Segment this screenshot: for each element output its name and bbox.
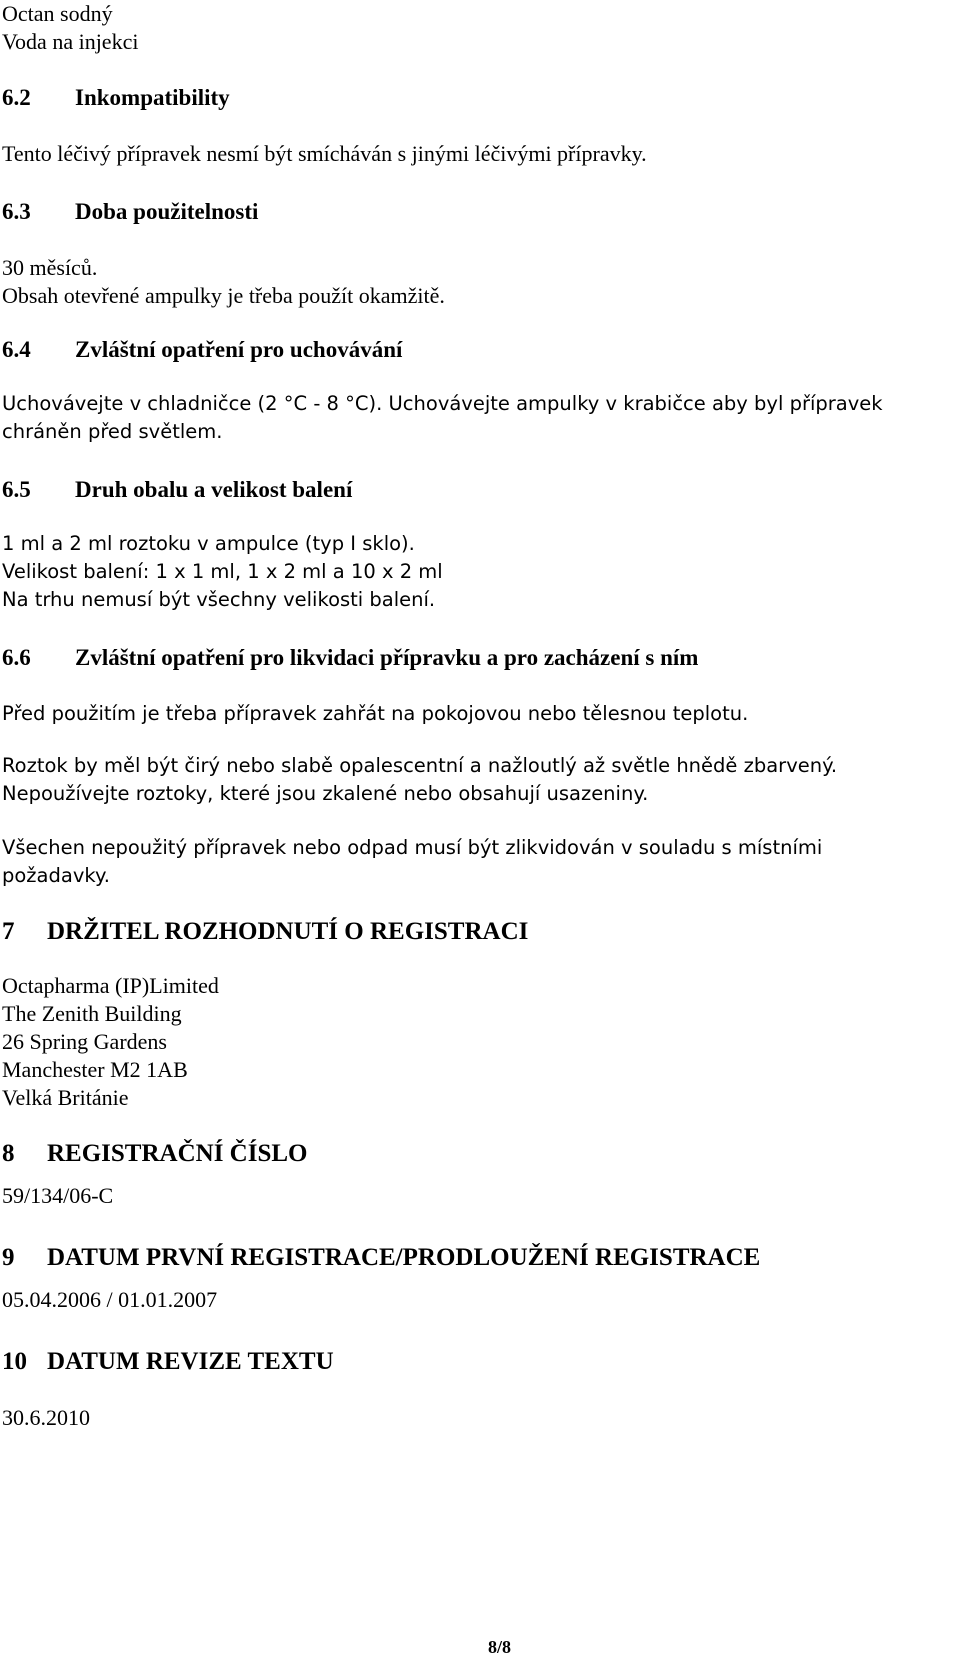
section-9-heading xyxy=(2,1244,760,1272)
disposal-line-5: požadavky. xyxy=(2,864,110,887)
section-6-4-heading xyxy=(2,336,402,364)
section-6-2-heading xyxy=(2,84,230,112)
text-line-water-for-injection: Voda na injekci xyxy=(2,29,139,54)
disposal-line-4: Všechen nepoužitý přípravek nebo odpad musí být zlikvidován v souladu s místními xyxy=(2,836,823,859)
section-8-heading xyxy=(2,1140,308,1168)
revision-date: 30.6.2010 xyxy=(2,1405,90,1430)
section-7-heading xyxy=(2,918,528,946)
section-10-heading xyxy=(2,1348,334,1376)
section-title: Zvláštní opatření pro likvidaci přípravku a pro zacházení s ním xyxy=(75,645,699,670)
section-title: Zvláštní opatření pro uchovávání xyxy=(75,337,403,362)
disposal-line-3: Nepoužívejte roztoky, které jsou zkalené nebo obsahují usazeniny. xyxy=(2,782,649,805)
section-number: 6.5 xyxy=(2,477,31,502)
storage-line-1: Uchovávejte v chladničce (2 °C - 8 °C). Uchovávejte ampulky v krabičce aby byl přípravek xyxy=(2,392,883,415)
pack-availability-line: Na trhu nemusí být všechny velikosti balení. xyxy=(2,588,436,611)
section-number: 8 xyxy=(2,1140,15,1167)
section-number: 6.4 xyxy=(2,337,31,362)
section-title: DATUM REVIZE TEXTU xyxy=(47,1348,334,1375)
section-6-2-text: Tento léčivý přípravek nesmí být smícháván s jinými léčivými přípravky. xyxy=(2,141,647,166)
section-6-3-heading xyxy=(2,198,258,226)
section-number: 9 xyxy=(2,1244,15,1271)
section-title: DRŽITEL ROZHODNUTÍ O REGISTRACI xyxy=(47,918,529,945)
section-6-6-heading xyxy=(2,644,698,672)
section-number: 6.3 xyxy=(2,199,31,224)
pack-size-line: Velikost balení: 1 x 1 ml, 1 x 2 ml a 10 x 2 ml xyxy=(2,560,443,583)
holder-line-3: 26 Spring Gardens xyxy=(2,1029,167,1054)
shelf-life-line: 30 měsíců. xyxy=(2,255,98,280)
disposal-line-2: Roztok by měl být čirý nebo slabě opalescentní a nažloutlý až světle hnědě zbarvený. xyxy=(2,754,838,777)
section-6-5-heading xyxy=(2,476,352,504)
disposal-line-1: Před použitím je třeba přípravek zahřát na pokojovou nebo tělesnou teplotu. xyxy=(2,702,749,725)
section-title: Inkompatibility xyxy=(75,85,230,110)
text-line-sodium-octanoate: Octan sodný xyxy=(2,1,113,26)
page-number: 8/8 xyxy=(488,1637,512,1657)
section-title: Druh obalu a velikost balení xyxy=(75,477,353,502)
section-title: Doba použitelnosti xyxy=(75,199,259,224)
section-number: 6.2 xyxy=(2,85,31,110)
section-number: 6.6 xyxy=(2,645,31,670)
holder-line-2: The Zenith Building xyxy=(2,1001,182,1026)
opened-ampoule-line: Obsah otevřené ampulky je třeba použít okamžitě. xyxy=(2,283,445,308)
section-number: 7 xyxy=(2,918,15,945)
registration-dates: 05.04.2006 / 01.01.2007 xyxy=(2,1287,218,1312)
section-number: 10 xyxy=(2,1348,27,1375)
container-line: 1 ml a 2 ml roztoku v ampulce (typ I sklo). xyxy=(2,532,415,555)
section-title: DATUM PRVNÍ REGISTRACE/PRODLOUŽENÍ REGISTRACE xyxy=(47,1244,761,1271)
storage-line-2: chráněn před světlem. xyxy=(2,420,223,443)
holder-line-1: Octapharma (IP)Limited xyxy=(2,973,219,998)
section-title: REGISTRAČNÍ ČÍSLO xyxy=(47,1140,308,1167)
holder-line-4: Manchester M2 1AB xyxy=(2,1057,188,1082)
registration-number: 59/134/06-C xyxy=(2,1183,114,1208)
holder-line-5: Velká Británie xyxy=(2,1085,129,1110)
